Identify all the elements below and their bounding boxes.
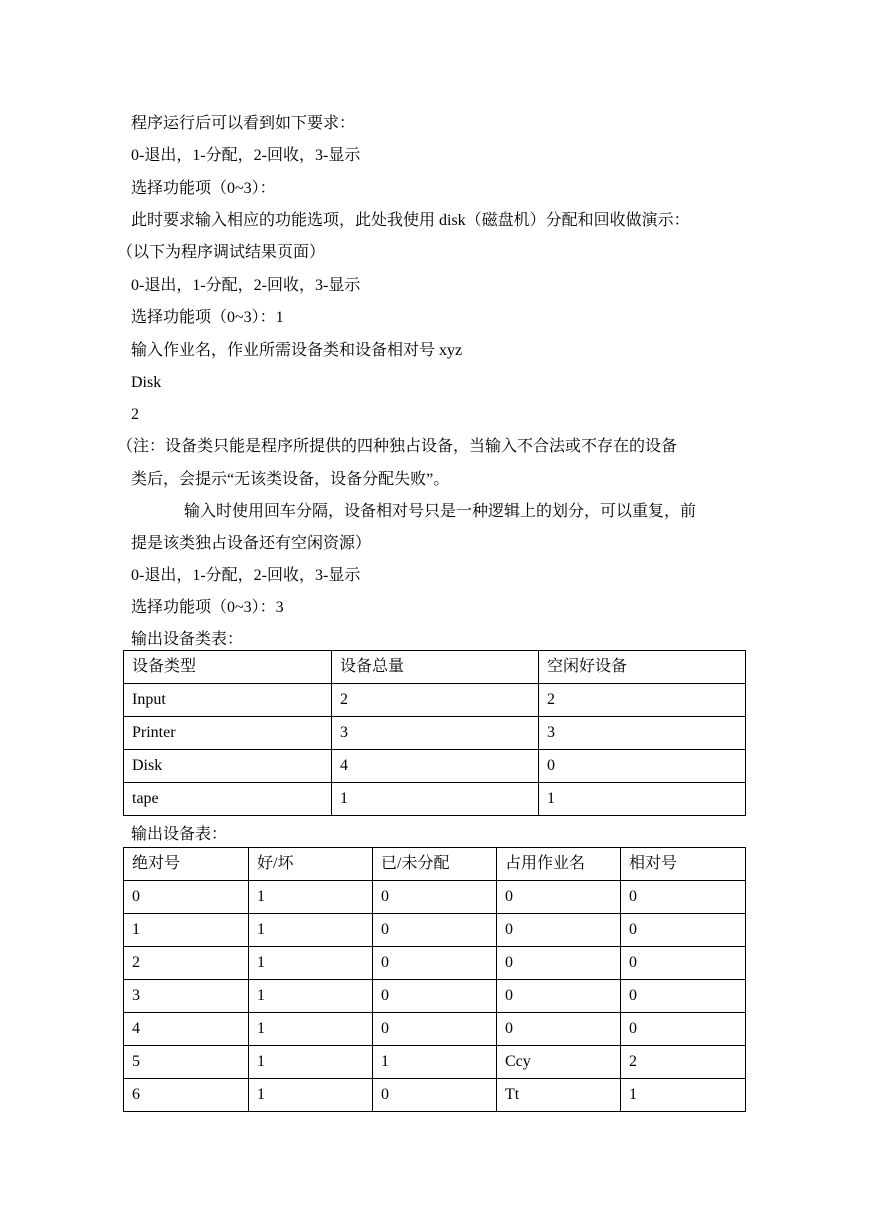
table-cell: 2 <box>332 684 539 717</box>
table-cell: 0 <box>373 914 497 947</box>
table-row <box>124 1079 746 1112</box>
table-cell: 0 <box>497 980 621 1013</box>
table-header-cell: 绝对号 <box>124 848 249 881</box>
table-cell: 0 <box>539 750 746 783</box>
table-row <box>124 750 746 783</box>
table-cell: Disk <box>124 750 332 783</box>
table-header-row <box>124 848 746 881</box>
text-line-intro: 程序运行后可以看到如下要求： <box>131 115 356 132</box>
table-cell: 0 <box>621 980 746 1013</box>
text-line-menu: 0-退出，1-分配，2-回收，3-显示 <box>131 277 361 294</box>
device-table <box>123 847 746 1112</box>
table-header-cell: 相对号 <box>621 848 746 881</box>
table-cell: 0 <box>621 947 746 980</box>
table-cell: 3 <box>124 980 249 1013</box>
text-line-menu: 0-退出，1-分配，2-回收，3-显示 <box>131 147 361 164</box>
text-line-job-input: 输入作业名，作业所需设备类和设备相对号 xyz <box>131 342 463 359</box>
table-row <box>124 1013 746 1046</box>
table-cell: 0 <box>621 914 746 947</box>
table-cell: 0 <box>124 881 249 914</box>
table-cell: Ccy <box>497 1046 621 1079</box>
device-class-table-caption: 输出设备类表： <box>131 631 244 648</box>
table-cell: 6 <box>124 1079 249 1112</box>
text-line-relative-number: 2 <box>131 406 139 423</box>
table-cell: 0 <box>373 881 497 914</box>
table-cell: 1 <box>249 1046 373 1079</box>
table-cell: 2 <box>124 947 249 980</box>
text-line-note-3: 输入时使用回车分隔，设备相对号只是一种逻辑上的划分，可以重复，前 <box>184 503 697 520</box>
table-header-row <box>124 651 746 684</box>
table-cell: 2 <box>621 1046 746 1079</box>
table-header-cell: 占用作业名 <box>497 848 621 881</box>
table-cell: 3 <box>539 717 746 750</box>
table-cell: 1 <box>249 980 373 1013</box>
table-cell: 1 <box>249 914 373 947</box>
table-cell: 0 <box>373 947 497 980</box>
text-line-note-2: 类后，会提示“无该类设备，设备分配失败”。 <box>131 471 450 488</box>
table-cell: 1 <box>249 1013 373 1046</box>
table-cell: Input <box>124 684 332 717</box>
table-cell: 1 <box>539 783 746 816</box>
text-line-menu: 0-退出，1-分配，2-回收，3-显示 <box>131 567 361 584</box>
text-line-note-4: 提是该类独占设备还有空闲资源） <box>131 535 372 552</box>
table-cell: 5 <box>124 1046 249 1079</box>
text-line-note-1: （注：设备类只能是程序所提供的四种独占设备，当输入不合法或不存在的设备 <box>117 438 678 455</box>
table-cell: tape <box>124 783 332 816</box>
table-cell: 0 <box>373 980 497 1013</box>
table-cell: 1 <box>249 1079 373 1112</box>
table-cell: 1 <box>621 1079 746 1112</box>
table-header-cell: 好/坏 <box>249 848 373 881</box>
table-cell: Printer <box>124 717 332 750</box>
table-cell: 0 <box>497 881 621 914</box>
text-line-select-prompt: 选择功能项（0~3）： <box>131 180 276 197</box>
table-row <box>124 783 746 816</box>
table-cell: 1 <box>249 947 373 980</box>
table-cell: 0 <box>497 947 621 980</box>
table-row <box>124 881 746 914</box>
table-cell: 2 <box>539 684 746 717</box>
text-line-select-1: 选择功能项（0~3）：1 <box>131 309 284 326</box>
table-cell: 0 <box>373 1079 497 1112</box>
table-cell: 1 <box>332 783 539 816</box>
table-header-cell: 空闲好设备 <box>539 651 746 684</box>
table-cell: 1 <box>124 914 249 947</box>
text-line-disk: Disk <box>131 374 162 391</box>
table-cell: 0 <box>497 1013 621 1046</box>
table-cell: 0 <box>373 1013 497 1046</box>
table-cell: 0 <box>621 881 746 914</box>
table-cell: Tt <box>497 1079 621 1112</box>
table-cell: 1 <box>249 881 373 914</box>
table-header-cell: 设备类型 <box>124 651 332 684</box>
device-table-caption: 输出设备表： <box>131 826 228 843</box>
device-class-table <box>123 650 746 816</box>
table-row <box>124 684 746 717</box>
table-cell: 4 <box>124 1013 249 1046</box>
table-row <box>124 914 746 947</box>
table-row <box>124 947 746 980</box>
text-line-select-3: 选择功能项（0~3）：3 <box>131 599 284 616</box>
table-row <box>124 980 746 1013</box>
table-cell: 3 <box>332 717 539 750</box>
table-row <box>124 717 746 750</box>
table-cell: 4 <box>332 750 539 783</box>
table-row <box>124 1046 746 1079</box>
text-line-debug-note: （以下为程序调试结果页面） <box>117 244 326 261</box>
table-cell: 0 <box>497 914 621 947</box>
table-cell: 1 <box>373 1046 497 1079</box>
text-line-explanation: 此时要求输入相应的功能选项，此处我使用 disk（磁盘机）分配和回收做演示： <box>131 212 690 229</box>
table-header-cell: 已/未分配 <box>373 848 497 881</box>
table-header-cell: 设备总量 <box>332 651 539 684</box>
table-cell: 0 <box>621 1013 746 1046</box>
